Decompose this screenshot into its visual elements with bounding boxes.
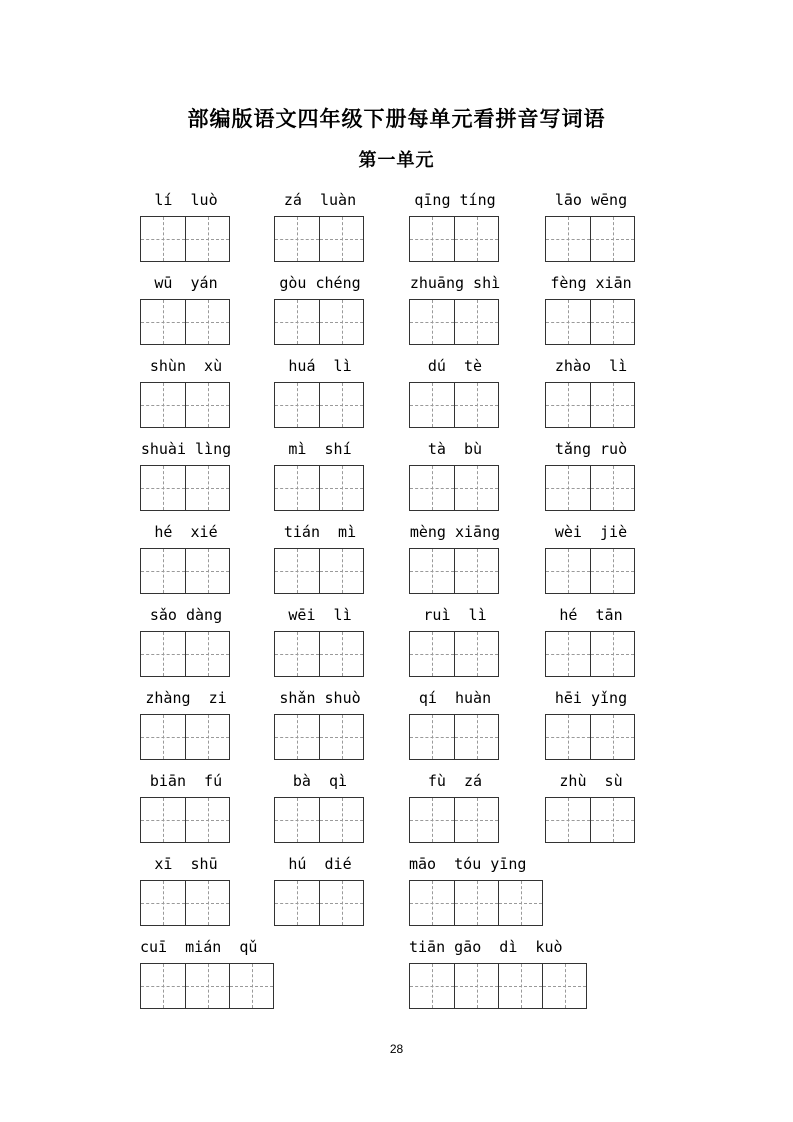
page-number: 28	[389, 1042, 404, 1056]
writing-grid	[140, 631, 230, 677]
tianzige-cell[interactable]	[185, 715, 229, 759]
tianzige-cell[interactable]	[275, 300, 319, 344]
tianzige-cell[interactable]	[454, 798, 498, 842]
tianzige-cell[interactable]	[319, 632, 363, 676]
page-title: 部编版语文四年级下册每单元看拼音写词语	[187, 106, 606, 131]
tianzige-cell[interactable]	[275, 549, 319, 593]
tianzige-cell[interactable]	[319, 549, 363, 593]
pinyin-label: hēi yǐng	[554, 689, 628, 707]
tianzige-cell[interactable]	[410, 881, 454, 925]
pinyin-label: huá lì	[288, 357, 352, 375]
tianzige-cell[interactable]	[546, 466, 590, 510]
tianzige-cell[interactable]	[590, 383, 634, 427]
writing-grid	[545, 465, 635, 511]
tianzige-cell[interactable]	[546, 549, 590, 593]
writing-grid	[274, 714, 364, 760]
tianzige-cell[interactable]	[546, 798, 590, 842]
writing-grid	[409, 797, 499, 843]
writing-grid	[409, 880, 543, 926]
tianzige-cell[interactable]	[185, 466, 229, 510]
writing-grid	[274, 465, 364, 511]
tianzige-cell[interactable]	[141, 300, 185, 344]
tianzige-cell[interactable]	[185, 300, 229, 344]
writing-grid	[274, 548, 364, 594]
tianzige-cell[interactable]	[141, 466, 185, 510]
writing-grid	[409, 548, 499, 594]
writing-grid	[140, 963, 274, 1009]
tianzige-cell[interactable]	[410, 466, 454, 510]
pinyin-label: hé tān	[559, 606, 623, 624]
tianzige-cell[interactable]	[590, 798, 634, 842]
pinyin-label: tián mì	[283, 523, 357, 541]
writing-grid	[409, 216, 499, 262]
tianzige-cell[interactable]	[590, 632, 634, 676]
tianzige-cell[interactable]	[319, 383, 363, 427]
pinyin-label: qí huàn	[418, 689, 492, 707]
writing-grid	[274, 299, 364, 345]
writing-grid	[409, 714, 499, 760]
tianzige-cell[interactable]	[454, 715, 498, 759]
pinyin-label: tǎng ruò	[554, 440, 628, 458]
tianzige-cell[interactable]	[454, 466, 498, 510]
writing-grid	[545, 299, 635, 345]
pinyin-label: xī shū	[154, 855, 218, 873]
tianzige-cell[interactable]	[141, 881, 185, 925]
writing-grid	[274, 382, 364, 428]
pinyin-label: shǎn shuò	[279, 689, 361, 707]
tianzige-cell[interactable]	[319, 715, 363, 759]
pinyin-label: shuài lìng	[140, 440, 232, 458]
pinyin-label: shùn xù	[149, 357, 223, 375]
unit-heading: 第一单元	[358, 150, 435, 171]
pinyin-label: tiān gāo dì kuò	[409, 938, 563, 956]
tianzige-cell[interactable]	[141, 798, 185, 842]
tianzige-cell[interactable]	[141, 383, 185, 427]
tianzige-cell[interactable]	[410, 632, 454, 676]
writing-grid	[140, 548, 230, 594]
tianzige-cell[interactable]	[498, 881, 542, 925]
pinyin-label: mì shí	[288, 440, 352, 458]
pinyin-label: biān fú	[149, 772, 223, 790]
tianzige-cell[interactable]	[275, 383, 319, 427]
writing-grid	[274, 797, 364, 843]
pinyin-label: zhuāng shì	[409, 274, 501, 292]
tianzige-cell[interactable]	[275, 881, 319, 925]
pinyin-label: mèng xiāng	[409, 523, 501, 541]
writing-grid	[409, 382, 499, 428]
pinyin-label: tà bù	[427, 440, 483, 458]
tianzige-cell[interactable]	[410, 715, 454, 759]
tianzige-cell[interactable]	[141, 715, 185, 759]
pinyin-label: bà qì	[292, 772, 348, 790]
pinyin-label: gòu chéng	[279, 274, 361, 292]
writing-grid	[545, 797, 635, 843]
pinyin-label: sǎo dàng	[149, 606, 223, 624]
tianzige-cell[interactable]	[410, 300, 454, 344]
writing-grid	[409, 631, 499, 677]
pinyin-label: hé xié	[154, 523, 218, 541]
tianzige-cell[interactable]	[546, 300, 590, 344]
tianzige-cell[interactable]	[454, 217, 498, 261]
tianzige-cell[interactable]	[141, 217, 185, 261]
pinyin-label: fèng xiān	[550, 274, 632, 292]
tianzige-cell[interactable]	[229, 964, 273, 1008]
tianzige-cell[interactable]	[185, 798, 229, 842]
writing-grid	[140, 714, 230, 760]
tianzige-cell[interactable]	[454, 881, 498, 925]
tianzige-cell[interactable]	[410, 217, 454, 261]
tianzige-cell[interactable]	[410, 964, 454, 1008]
writing-grid	[140, 880, 230, 926]
tianzige-cell[interactable]	[590, 715, 634, 759]
tianzige-cell[interactable]	[141, 549, 185, 593]
tianzige-cell[interactable]	[319, 217, 363, 261]
pinyin-label: fù zá	[427, 772, 483, 790]
tianzige-cell[interactable]	[141, 964, 185, 1008]
writing-grid	[274, 216, 364, 262]
pinyin-label: zhào lì	[554, 357, 628, 375]
tianzige-cell[interactable]	[185, 549, 229, 593]
writing-grid	[545, 548, 635, 594]
tianzige-cell[interactable]	[454, 300, 498, 344]
writing-grid	[274, 880, 364, 926]
tianzige-cell[interactable]	[590, 217, 634, 261]
tianzige-cell[interactable]	[590, 300, 634, 344]
tianzige-cell[interactable]	[410, 798, 454, 842]
tianzige-cell[interactable]	[319, 300, 363, 344]
writing-grid	[140, 382, 230, 428]
tianzige-cell[interactable]	[498, 964, 542, 1008]
tianzige-cell[interactable]	[275, 217, 319, 261]
tianzige-cell[interactable]	[590, 549, 634, 593]
tianzige-cell[interactable]	[546, 632, 590, 676]
tianzige-cell[interactable]	[275, 715, 319, 759]
tianzige-cell[interactable]	[590, 466, 634, 510]
tianzige-cell[interactable]	[546, 383, 590, 427]
pinyin-label: wēi lì	[288, 606, 352, 624]
tianzige-cell[interactable]	[185, 217, 229, 261]
tianzige-cell[interactable]	[454, 383, 498, 427]
tianzige-cell[interactable]	[319, 881, 363, 925]
tianzige-cell[interactable]	[546, 217, 590, 261]
writing-grid	[140, 299, 230, 345]
tianzige-cell[interactable]	[410, 549, 454, 593]
pinyin-label: lāo wēng	[554, 191, 628, 209]
tianzige-cell[interactable]	[542, 964, 586, 1008]
writing-grid	[545, 631, 635, 677]
writing-grid	[409, 299, 499, 345]
pinyin-label: cuī mián qǔ	[140, 938, 258, 956]
tianzige-cell[interactable]	[185, 964, 229, 1008]
writing-grid	[545, 382, 635, 428]
tianzige-cell[interactable]	[275, 798, 319, 842]
tianzige-cell[interactable]	[275, 632, 319, 676]
writing-grid	[140, 216, 230, 262]
tianzige-cell[interactable]	[319, 466, 363, 510]
pinyin-label: qīng tíng	[414, 191, 496, 209]
pinyin-label: wèi jiè	[554, 523, 628, 541]
tianzige-cell[interactable]	[141, 632, 185, 676]
pinyin-label: zhàng zi	[145, 689, 227, 707]
tianzige-cell[interactable]	[319, 798, 363, 842]
tianzige-cell[interactable]	[454, 632, 498, 676]
writing-grid	[545, 714, 635, 760]
tianzige-cell[interactable]	[275, 466, 319, 510]
pinyin-label: dú tè	[427, 357, 483, 375]
pinyin-label: māo tóu yīng	[409, 855, 527, 873]
pinyin-label: hú dié	[288, 855, 352, 873]
writing-grid	[140, 797, 230, 843]
tianzige-cell[interactable]	[185, 632, 229, 676]
pinyin-label: ruì lì	[423, 606, 487, 624]
writing-grid	[409, 963, 587, 1009]
tianzige-cell[interactable]	[185, 383, 229, 427]
pinyin-label: wū yán	[154, 274, 218, 292]
tianzige-cell[interactable]	[546, 715, 590, 759]
pinyin-label: lí luò	[154, 191, 218, 209]
pinyin-label: zá luàn	[283, 191, 357, 209]
pinyin-label: zhù sù	[559, 772, 623, 790]
tianzige-cell[interactable]	[185, 881, 229, 925]
writing-grid	[140, 465, 230, 511]
tianzige-cell[interactable]	[454, 964, 498, 1008]
tianzige-cell[interactable]	[454, 549, 498, 593]
writing-grid	[274, 631, 364, 677]
writing-grid	[545, 216, 635, 262]
writing-grid	[409, 465, 499, 511]
tianzige-cell[interactable]	[410, 383, 454, 427]
